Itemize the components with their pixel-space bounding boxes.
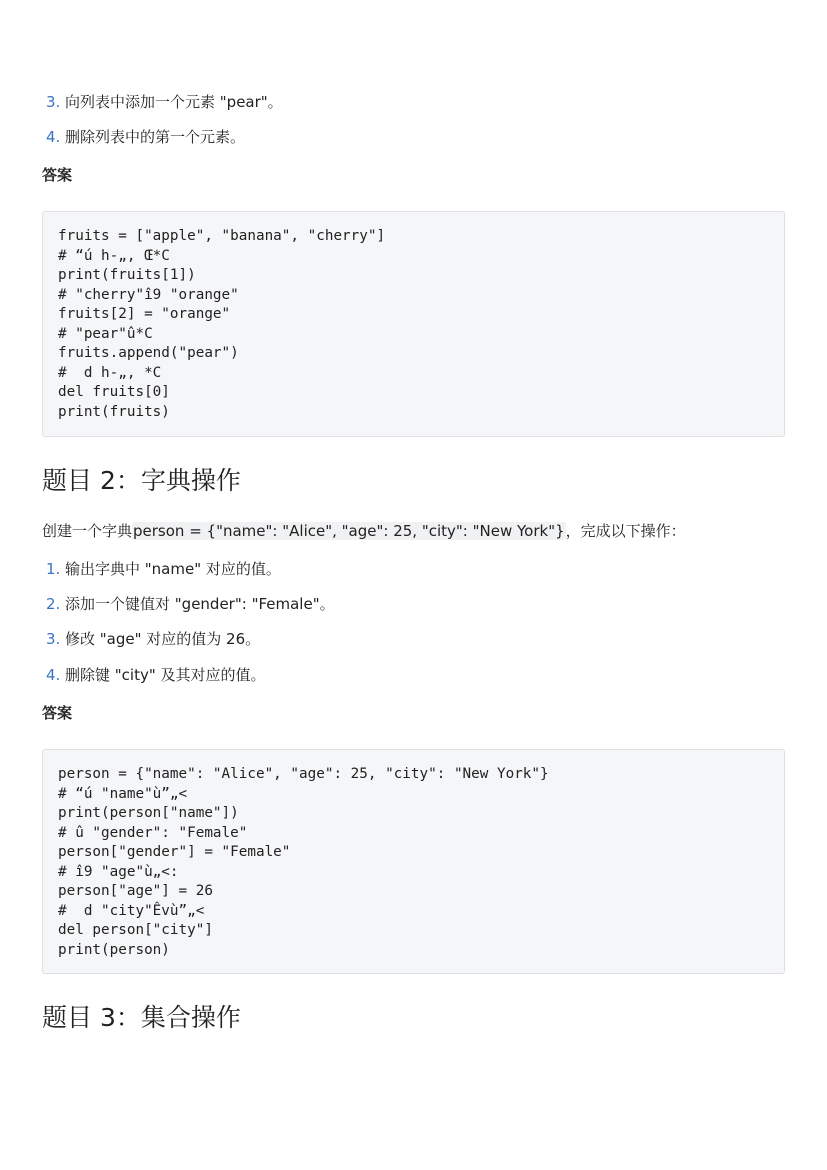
list-text: 删除列表中的第一个元素。 xyxy=(65,128,246,146)
code-line: del fruits[0] xyxy=(58,384,170,400)
list-number: 4. xyxy=(46,666,61,684)
code-block xyxy=(42,749,785,974)
list-number: 1. xyxy=(46,560,61,578)
answer-label: 答案 xyxy=(42,704,73,722)
code-line: # "pear"û*C xyxy=(58,325,153,342)
list-item xyxy=(46,559,281,579)
code-line: print(person) xyxy=(58,941,170,958)
code-lines xyxy=(58,765,549,960)
code-line: del person["city"] xyxy=(58,922,213,938)
code-line: fruits = ["apple", "banana", "cherry"] xyxy=(58,228,386,244)
answer-label: 答案 xyxy=(42,166,73,184)
code-line: person["age"] = 26 xyxy=(58,883,213,899)
code-line: # “ú h-„, Œ*C xyxy=(58,247,170,264)
code-line: # "cherry"î9 "orange" xyxy=(58,286,239,303)
list-item xyxy=(46,594,335,614)
list-item xyxy=(46,92,283,112)
code-line: fruits[2] = "orange" xyxy=(58,306,231,322)
intro-paragraph xyxy=(42,521,686,541)
code-line: # “ú "name"ù”„< xyxy=(58,785,188,802)
code-line: # d "city"Êvù”„< xyxy=(58,902,205,919)
code-line: person["gender"] = "Female" xyxy=(58,844,291,860)
section-heading: 题目 3：集合操作 xyxy=(42,1003,241,1032)
code-line: # d h-„, *C xyxy=(58,364,162,381)
section-heading: 题目 2：字典操作 xyxy=(42,466,241,495)
code-line: fruits.append("pear") xyxy=(58,345,239,361)
list-text: 修改 "age" 对应的值为 26。 xyxy=(65,630,261,648)
list-number: 2. xyxy=(46,595,61,613)
intro-text: ，完成以下操作： xyxy=(565,522,686,540)
list-text: 输出字典中 "name" 对应的值。 xyxy=(65,560,281,578)
code-line: print(person["name"]) xyxy=(58,805,239,821)
list-item xyxy=(46,665,266,685)
list-number: 3. xyxy=(46,93,61,111)
code-lines xyxy=(58,227,385,422)
list-item xyxy=(46,629,260,649)
code-line: print(fruits) xyxy=(58,403,170,420)
code-block xyxy=(42,211,785,437)
list-item xyxy=(46,127,245,147)
list-text: 添加一个键值对 "gender": "Female"。 xyxy=(65,595,335,613)
code-line: print(fruits[1]) xyxy=(58,267,196,283)
intro-text: 创建一个字典 xyxy=(42,522,133,540)
code-line: # û "gender": "Female" xyxy=(58,824,248,841)
list-number: 4. xyxy=(46,128,61,146)
inline-code: person = {"name": "Alice", "age": 25, "city": "New York"} xyxy=(133,522,565,540)
list-text: 向列表中添加一个元素 "pear"。 xyxy=(65,93,283,111)
list-number: 3. xyxy=(46,630,61,648)
code-line: # î9 "age"ù„<: xyxy=(58,863,179,880)
code-line: person = {"name": "Alice", "age": 25, "city": "New York"} xyxy=(58,766,549,782)
list-text: 删除键 "city" 及其对应的值。 xyxy=(65,666,266,684)
